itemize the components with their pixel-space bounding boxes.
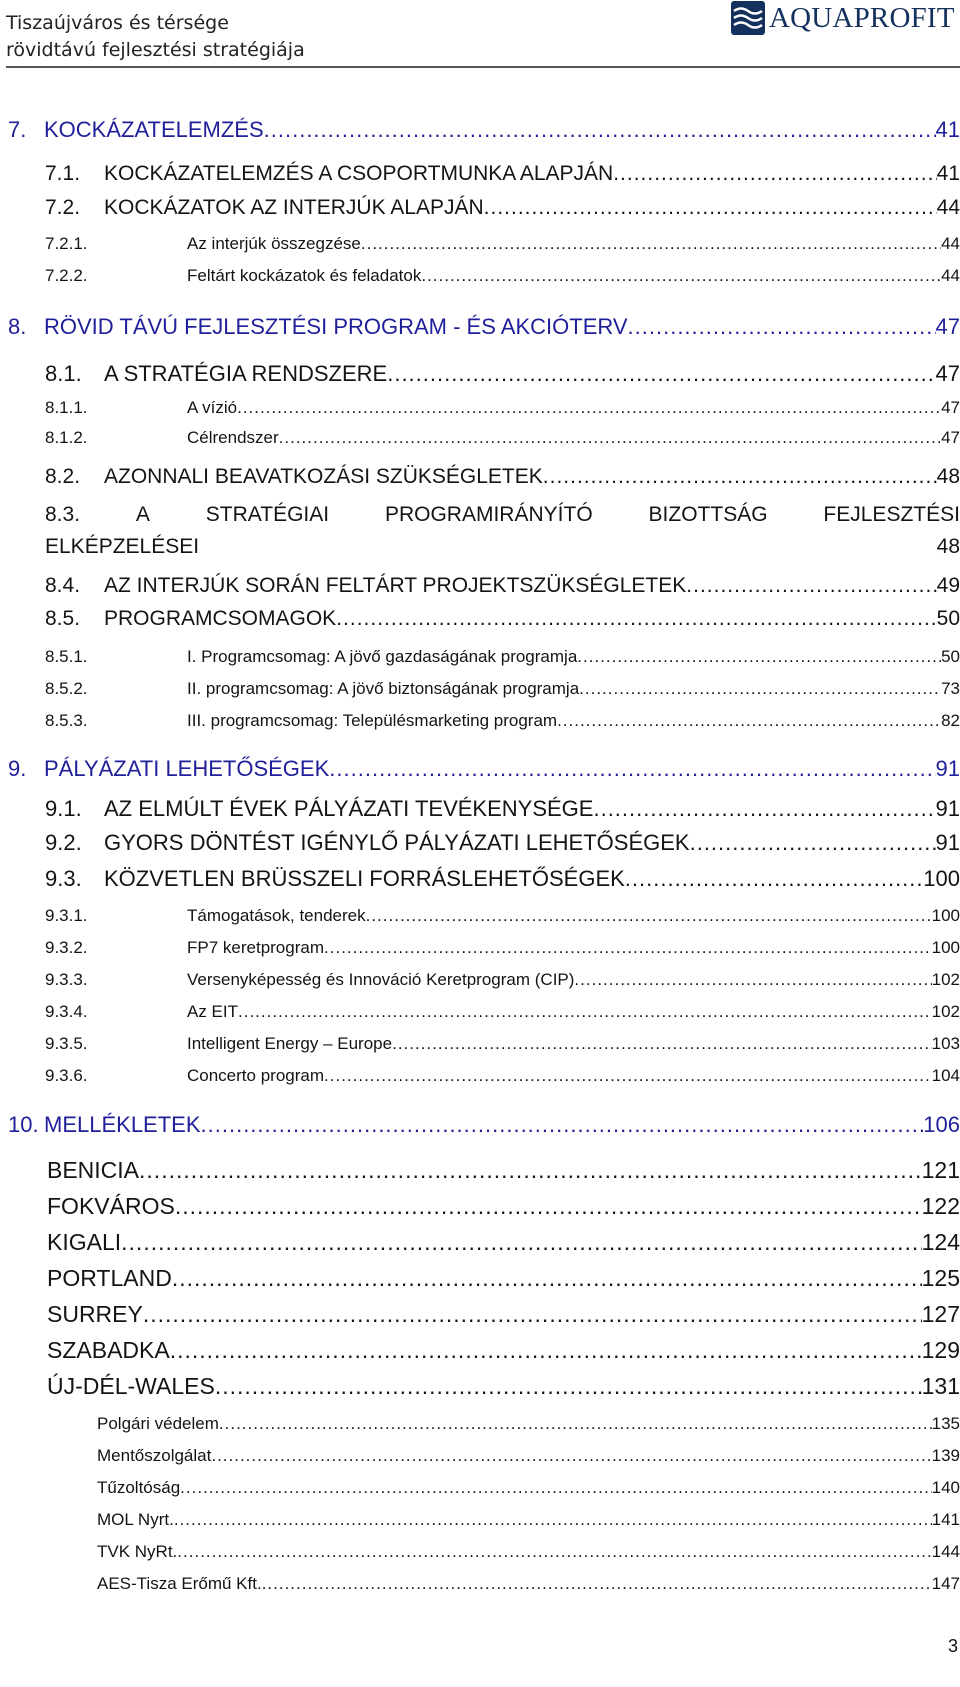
toc-entry-page: 127 xyxy=(921,1301,960,1327)
toc-entry-page: 144 xyxy=(931,1542,960,1561)
toc-entry-page: 41 xyxy=(935,117,960,142)
toc-entry-level3[interactable] xyxy=(45,906,960,926)
toc-entry-annex[interactable] xyxy=(47,1337,960,1364)
toc-dot-leader xyxy=(172,1265,922,1292)
toc-entry-number: 7.2.2. xyxy=(45,266,88,285)
toc-entry-number: 9.3.5. xyxy=(45,1034,88,1053)
page-number: 3 xyxy=(947,1636,958,1656)
toc-entry-line-1 xyxy=(45,499,960,531)
toc-dot-leader xyxy=(215,1373,922,1400)
toc-entry-annex-sub[interactable] xyxy=(97,1478,960,1498)
toc-entry-page: 104 xyxy=(931,1066,960,1085)
toc-entry-annex-sub[interactable] xyxy=(97,1446,960,1466)
toc-entry-number: 9.3.1. xyxy=(45,906,88,925)
toc-entry-level2[interactable] xyxy=(45,465,960,489)
document-title-line-1: Tiszaújváros és térsége xyxy=(6,12,229,34)
toc-entry-page: 47 xyxy=(935,314,960,339)
toc-entry-annex[interactable] xyxy=(47,1229,960,1256)
toc-dot-leader xyxy=(219,1414,932,1434)
toc-dot-leader xyxy=(543,465,937,489)
toc-entry-number: 9.1. xyxy=(45,796,82,821)
toc-dot-leader xyxy=(201,1112,924,1138)
toc-entry-title: KOCKÁZATOK AZ INTERJÚK ALAPJÁN xyxy=(104,196,484,219)
toc-dot-leader xyxy=(690,830,936,856)
toc-entry-level2[interactable] xyxy=(45,607,960,631)
toc-entry-title: AZONNALI BEAVATKOZÁSI SZÜKSÉGLETEK xyxy=(104,465,543,488)
toc-entry-title: BENICIA xyxy=(47,1157,140,1183)
toc-entry-annex[interactable] xyxy=(47,1157,960,1184)
toc-entry-title: KÖZVETLEN BRÜSSZELI FORRÁSLEHETŐSÉGEK xyxy=(104,866,625,891)
aquaprofit-wave-logo-icon xyxy=(731,1,765,35)
toc-dot-leader xyxy=(686,574,936,598)
toc-entry-level3[interactable] xyxy=(45,398,960,418)
toc-entry-level2[interactable] xyxy=(45,796,960,822)
toc-entry-line-2 xyxy=(45,531,960,563)
toc-entry-number: 7.2.1. xyxy=(45,234,88,253)
toc-entry-title: Tűzoltóság xyxy=(97,1478,181,1497)
toc-entry-level3[interactable] xyxy=(45,428,960,448)
toc-entry-number: 8.5.2. xyxy=(45,679,88,698)
toc-entry-title: SZABADKA xyxy=(47,1337,170,1363)
toc-entry-page: 82 xyxy=(941,711,960,730)
toc-dot-leader xyxy=(139,1157,922,1184)
toc-entry-title-word: STRATÉGIAI xyxy=(205,503,330,526)
toc-entry-level2[interactable] xyxy=(45,830,960,856)
toc-entry-title: FOKVÁROS xyxy=(47,1193,175,1219)
toc-dot-leader xyxy=(177,1542,931,1562)
toc-entry-page: 91 xyxy=(935,756,960,781)
toc-entry-page: 102 xyxy=(931,1002,960,1021)
toc-entry-page: 48 xyxy=(936,535,960,558)
toc-entry-page: 47 xyxy=(941,398,960,417)
toc-entry-title-word: A xyxy=(135,503,150,526)
toc-entry-page: 141 xyxy=(931,1510,960,1529)
toc-dot-leader xyxy=(262,1574,932,1594)
aquaprofit-logo xyxy=(731,0,955,36)
document-title-line-2: rövidtávú fejlesztési stratégiája xyxy=(6,39,305,61)
toc-entry-number: 7. xyxy=(8,117,27,142)
toc-dot-leader xyxy=(264,117,936,143)
toc-entry-title: Az interjúk összegzése xyxy=(187,234,361,253)
toc-entry-title: PORTLAND xyxy=(47,1265,172,1291)
toc-entry-number: 9.3.2. xyxy=(45,938,88,957)
toc-entry-annex[interactable] xyxy=(47,1193,960,1220)
toc-entry-page: 50 xyxy=(941,647,960,666)
toc-entry-annex-sub[interactable] xyxy=(97,1510,960,1530)
toc-entry-level2[interactable] xyxy=(45,574,960,598)
toc-entry-title: PÁLYÁZATI LEHETŐSÉGEK xyxy=(44,756,330,781)
toc-dot-leader xyxy=(237,398,941,418)
toc-dot-leader xyxy=(593,796,935,822)
toc-entry-page: 44 xyxy=(941,234,960,253)
toc-entry-page: 100 xyxy=(923,866,960,891)
toc-entry-title: GYORS DÖNTÉST IGÉNYLŐ PÁLYÁZATI LEHETŐSÉGEK xyxy=(104,830,690,855)
toc-entry-page: 124 xyxy=(921,1229,960,1255)
toc-dot-leader xyxy=(628,314,936,340)
toc-entry-number: 9.3.6. xyxy=(45,1066,88,1085)
toc-entry-level3[interactable] xyxy=(45,647,960,667)
toc-dot-leader xyxy=(574,970,931,990)
toc-entry-title-continued: ELKÉPZELÉSEI xyxy=(45,535,200,558)
toc-entry-page: 73 xyxy=(941,679,960,698)
toc-entry-annex[interactable] xyxy=(47,1265,960,1292)
toc-entry-title: KIGALI xyxy=(47,1229,122,1255)
toc-entry-title: KOCKÁZATELEMZÉS xyxy=(44,117,264,142)
toc-entry-level3[interactable] xyxy=(45,234,960,254)
toc-entry-page: 91 xyxy=(935,830,960,855)
toc-entry-annex-sub[interactable] xyxy=(97,1414,960,1434)
toc-dot-leader xyxy=(174,1510,932,1530)
toc-entry-title: SURREY xyxy=(47,1301,143,1327)
toc-entry-title: Polgári védelem xyxy=(97,1414,219,1433)
toc-entry-level1[interactable] xyxy=(8,117,960,143)
toc-dot-leader xyxy=(421,266,941,286)
toc-entry-page: 47 xyxy=(941,428,960,447)
toc-entry-title: Mentőszolgálat xyxy=(97,1446,212,1465)
toc-entry-title: II. programcsomag: A jövő biztonságának programja xyxy=(187,679,580,698)
toc-entry-title: I. Programcsomag: A jövő gazdaságának programja xyxy=(187,647,578,666)
toc-dot-leader xyxy=(324,1066,932,1086)
toc-entry-title: Concerto program xyxy=(187,1066,325,1085)
toc-entry-number: 8.5.1. xyxy=(45,647,88,666)
toc-entry-title: Támogatások, tenderek xyxy=(187,906,366,925)
toc-entry-title: FP7 keretprogram xyxy=(187,938,324,957)
toc-entry-annex[interactable] xyxy=(47,1373,960,1400)
toc-dot-leader xyxy=(484,196,937,220)
toc-dot-leader xyxy=(238,1002,932,1022)
toc-dot-leader xyxy=(329,756,935,782)
toc-entry-page: 50 xyxy=(936,607,960,630)
toc-entry-title: RÖVID TÁVÚ FEJLESZTÉSI PROGRAM - ÉS AKCIÓTERV xyxy=(44,314,628,339)
toc-entry-level2[interactable] xyxy=(45,361,960,387)
toc-entry-level2[interactable] xyxy=(45,162,960,186)
header-divider xyxy=(6,66,960,68)
toc-entry-title: TVK NyRt. xyxy=(97,1542,178,1561)
toc-entry-level3[interactable] xyxy=(45,711,960,731)
toc-entry-page: 47 xyxy=(935,361,960,386)
toc-entry-level1[interactable] xyxy=(8,1112,960,1138)
toc-dot-leader xyxy=(577,647,941,667)
toc-entry-level1[interactable] xyxy=(8,314,960,340)
toc-entry-number: 7.1. xyxy=(45,162,81,185)
toc-entry-number: 8.1.2. xyxy=(45,428,88,447)
toc-entry-page: 129 xyxy=(921,1337,960,1363)
toc-entry-page: 125 xyxy=(921,1265,960,1291)
toc-entry-title: Az EIT xyxy=(187,1002,239,1021)
toc-entry-number: 8.1.1. xyxy=(45,398,88,417)
toc-entry-level2[interactable] xyxy=(45,866,960,892)
toc-dot-leader xyxy=(180,1478,931,1498)
toc-entry-number: 8.5. xyxy=(45,607,81,630)
toc-entry-title: PROGRAMCSOMAGOK xyxy=(104,607,337,630)
toc-entry-page: 100 xyxy=(931,938,960,957)
toc-dot-leader xyxy=(279,428,941,448)
toc-entry-page: 102 xyxy=(931,970,960,989)
toc-entry-level1[interactable] xyxy=(8,756,960,782)
toc-dot-leader xyxy=(613,162,936,186)
toc-entry-title: Intelligent Energy – Europe xyxy=(187,1034,393,1053)
toc-dot-leader xyxy=(579,679,941,699)
toc-entry-page: 106 xyxy=(923,1112,960,1137)
toc-entry-title: MELLÉKLETEK xyxy=(44,1112,201,1137)
toc-dot-leader xyxy=(625,866,923,892)
toc-entry-page: 44 xyxy=(941,266,960,285)
toc-entry-level3[interactable] xyxy=(45,1066,960,1086)
toc-entry-page: 44 xyxy=(936,196,960,219)
toc-entry-title: AES-Tisza Erőmű Kft. xyxy=(97,1574,262,1593)
logo-text: AQUAPROFIT xyxy=(769,1,955,34)
toc-entry-title-word: FEJLESZTÉSI xyxy=(823,503,960,526)
toc-entry-title: A STRATÉGIA RENDSZERE xyxy=(104,361,388,386)
toc-dot-leader xyxy=(336,607,936,631)
toc-entry-title: ÚJ-DÉL-WALES xyxy=(47,1373,215,1399)
toc-entry-number: 8. xyxy=(8,314,27,339)
toc-entry-number: 8.5.3. xyxy=(45,711,88,730)
toc-dot-leader xyxy=(361,234,941,254)
toc-entry-title: Célrendszer xyxy=(187,428,279,447)
toc-dot-leader xyxy=(366,906,932,926)
toc-entry-page: 139 xyxy=(931,1446,960,1465)
toc-entry-title: Versenyképesség és Innováció Keretprogram (CIP) xyxy=(187,970,575,989)
toc-entry-page: 147 xyxy=(931,1574,960,1593)
toc-entry-title: KOCKÁZATELEMZÉS A CSOPORTMUNKA ALAPJÁN xyxy=(104,162,614,185)
toc-entry-page: 121 xyxy=(921,1157,960,1183)
toc-entry-page: 122 xyxy=(921,1193,960,1219)
toc-entry-level3[interactable] xyxy=(45,266,960,286)
toc-entry-number: 8.4. xyxy=(45,574,81,597)
toc-entry-page: 49 xyxy=(936,574,960,597)
toc-entry-number: 9.3. xyxy=(45,866,82,891)
toc-dot-leader xyxy=(557,711,941,731)
toc-entry-title: MOL Nyrt. xyxy=(97,1510,174,1529)
toc-dot-leader xyxy=(121,1229,921,1256)
toc-entry-number: 9. xyxy=(8,756,27,781)
toc-entry-title: Feltárt kockázatok és feladatok xyxy=(187,266,422,285)
toc-entry-level2-wrapped[interactable] xyxy=(45,499,960,563)
toc-entry-number: 8.2. xyxy=(45,465,81,488)
toc-entry-title-word: PROGRAMIRÁNYÍTÓ xyxy=(384,503,593,526)
toc-dot-leader xyxy=(324,938,932,958)
toc-entry-title: AZ ELMÚLT ÉVEK PÁLYÁZATI TEVÉKENYSÉGE xyxy=(104,796,594,821)
page-header xyxy=(0,0,960,68)
toc-entry-page: 100 xyxy=(931,906,960,925)
toc-entry-number: 10. xyxy=(8,1112,39,1137)
toc-entry-number: 7.2. xyxy=(45,196,81,219)
toc-entry-page: 103 xyxy=(931,1034,960,1053)
toc-entry-number: 8.1. xyxy=(45,361,82,386)
toc-dot-leader xyxy=(392,1034,932,1054)
toc-entry-number: 9.3.4. xyxy=(45,1002,88,1021)
document-title xyxy=(6,10,305,64)
toc-entry-title: AZ INTERJÚK SORÁN FELTÁRT PROJEKTSZÜKSÉGLETEK xyxy=(104,574,687,597)
toc-entry-page: 131 xyxy=(921,1373,960,1399)
toc-entry-title: III. programcsomag: Településmarketing program xyxy=(187,711,558,730)
toc-entry-page: 135 xyxy=(931,1414,960,1433)
toc-dot-leader xyxy=(387,361,935,387)
toc-entry-level3[interactable] xyxy=(45,970,960,990)
toc-entry-page: 140 xyxy=(931,1478,960,1497)
toc-entry-page: 91 xyxy=(935,796,960,821)
toc-entry-title: A vízió xyxy=(187,398,238,417)
toc-entry-annex[interactable] xyxy=(47,1301,960,1328)
toc-entry-page: 48 xyxy=(936,465,960,488)
toc-dot-leader xyxy=(170,1337,922,1364)
toc-entry-number: 9.2. xyxy=(45,830,82,855)
toc-entry-level2[interactable] xyxy=(45,196,960,220)
toc-entry-level3[interactable] xyxy=(45,1034,960,1054)
toc-entry-number: 9.3.3. xyxy=(45,970,88,989)
toc-dot-leader xyxy=(211,1446,931,1466)
toc-entry-number: 8.3. xyxy=(45,503,81,526)
toc-entry-annex-sub[interactable] xyxy=(97,1542,960,1562)
toc-entry-level3[interactable] xyxy=(45,679,960,699)
toc-entry-level3[interactable] xyxy=(45,1002,960,1022)
toc-dot-leader xyxy=(143,1301,922,1328)
toc-entry-title-word: BIZOTTSÁG xyxy=(648,503,768,526)
toc-entry-level3[interactable] xyxy=(45,938,960,958)
toc-dot-leader xyxy=(175,1193,922,1220)
toc-entry-page: 41 xyxy=(936,162,960,185)
toc-entry-annex-sub[interactable] xyxy=(97,1574,960,1594)
